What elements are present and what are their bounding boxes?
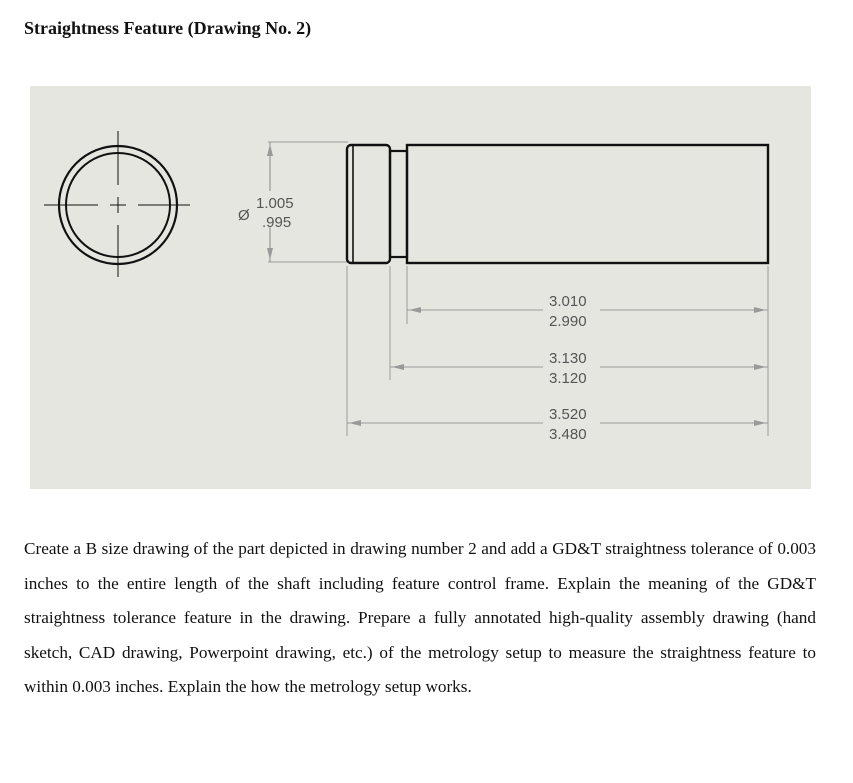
dim-small-arrow-right [754, 307, 766, 313]
length-small-lower: 2.990 [549, 313, 587, 330]
dim-overall-arrow-right [754, 420, 766, 426]
length-overall-lower: 3.480 [549, 426, 587, 443]
dim-overall-arrow-left [349, 420, 361, 426]
dim-small-arrow-left [409, 307, 421, 313]
length-mid-upper: 3.130 [549, 350, 587, 367]
engineering-drawing [30, 86, 811, 489]
diameter-arrow-top [267, 144, 273, 156]
assignment-instructions: Create a B size drawing of the part depicted in drawing number 2 and add a GD&T straightness tolerance of 0.003 inches to the entire length of the shaft including feature control frame. Explain the meaning of the GD&T straightness tolerance feature in the drawing. Prepare a fully annotated high-quality assembly drawing (hand sketch, CAD drawing, Powerpoint drawing, etc.) of the metrology setup to measure the straightness feature to within 0.003 inches. Explain the how the metrology setup works. [24, 539, 816, 697]
diameter-upper-limit: 1.005 [256, 195, 294, 212]
length-small-upper: 3.010 [549, 293, 587, 310]
length-dimension-overall [347, 406, 768, 443]
page-title: Straightness Feature (Drawing No. 2) [24, 18, 312, 38]
length-overall-upper: 3.520 [549, 406, 587, 423]
dim-mid-arrow-right [754, 364, 766, 370]
length-dimension-small [407, 293, 768, 330]
side-view [347, 145, 768, 263]
diameter-arrow-bottom [267, 248, 273, 260]
length-dimension-mid [390, 350, 768, 387]
diameter-dimension [238, 142, 348, 262]
diameter-lower-limit: .995 [262, 214, 292, 231]
length-mid-lower: 3.120 [549, 370, 587, 387]
shaft-neck [390, 151, 407, 257]
end-view [44, 131, 190, 277]
shaft-body [407, 145, 768, 263]
drawing-canvas [30, 86, 811, 489]
diameter-symbol: Ø [238, 207, 250, 224]
dim-mid-arrow-left [392, 364, 404, 370]
